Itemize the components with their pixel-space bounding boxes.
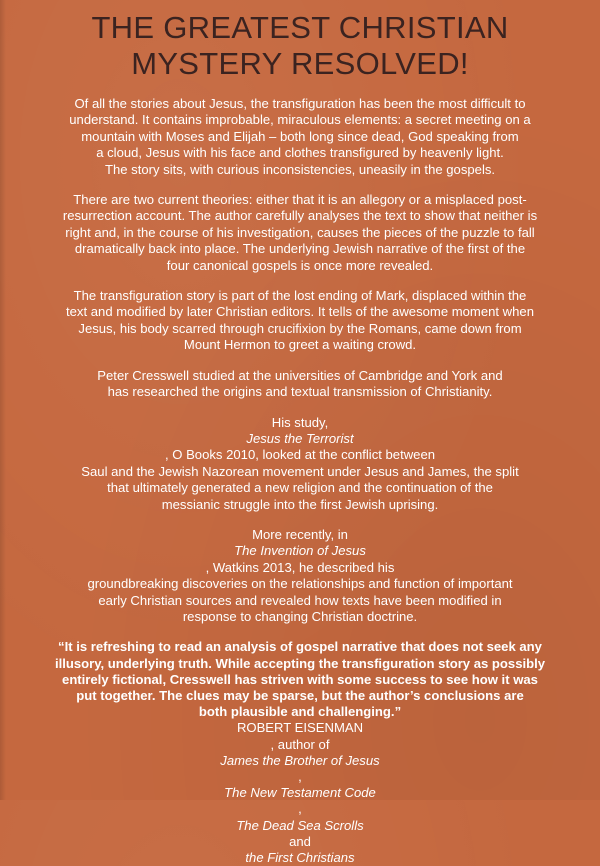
text-line: Jesus, his body scarred through crucifixion by the Romans, came down from	[78, 320, 522, 336]
text-line: The transfiguration story is part of the lost ending of Mark, displaced within the	[73, 288, 527, 304]
text-line: has researched the origins and textual transmission of Christianity.	[107, 384, 493, 400]
blurb-body	[12, 96, 588, 866]
paragraph-current-theories	[12, 192, 588, 274]
attribution-line-2	[12, 818, 588, 866]
text-line: The story sits, with curious inconsistencies, uneasily in the gospels.	[104, 161, 496, 177]
paragraph-transfiguration-intro	[12, 96, 588, 178]
quote-line: entirely fictional, Cresswell has striven with some success to see how it was	[62, 671, 538, 687]
text-fragment: , O Books 2010, looked at the conflict between	[164, 447, 436, 463]
quote-line: put together. The clues may be sparse, but the author’s conclusions are	[76, 687, 524, 703]
text-fragment: , Watkins 2013, he described his	[205, 559, 395, 575]
headline	[12, 10, 588, 82]
text-line: Saul and the Jewish Nazorean movement under Jesus and James, the split	[81, 463, 519, 479]
headline-line-2: MYSTERY RESOLVED!	[131, 46, 469, 81]
text-line: There are two current theories: either that it is an allegory or a misplaced post-	[73, 192, 527, 208]
book-title: The Invention of Jesus	[234, 543, 366, 559]
text-line: mountain with Moses and Elijah – both long since dead, God speaking from	[81, 128, 519, 144]
paragraph-previous-study	[12, 415, 588, 513]
text-line: Peter Cresswell studied at the universities of Cambridge and York and	[97, 367, 503, 383]
text-line: text and modified by later Christian editors. It tells of the awesome moment when	[66, 304, 534, 320]
text-line: that ultimately generated a new religion and the continuation of the	[107, 480, 493, 496]
endorsement-attribution	[12, 720, 588, 866]
spine-fold-shadow	[0, 0, 6, 800]
text-line: Mount Hermon to greet a waiting crowd.	[183, 337, 417, 353]
text-line: groundbreaking discoveries on the relationships and function of important	[87, 576, 513, 592]
text-fragment: and	[289, 833, 311, 849]
text-line: a cloud, Jesus with his face and clothes transfigured by heavenly light.	[96, 145, 504, 161]
book-title: James the Brother of Jesus	[220, 752, 380, 768]
text-line: early Christian sources and revealed how texts have been modified in	[98, 592, 502, 608]
book-title: Jesus the Terrorist	[246, 430, 354, 446]
quote-line: “It is refreshing to read an analysis of gospel narrative that does not seek any	[58, 639, 542, 655]
quote-line: illusory, underlying truth. While accepting the transfiguration story as possibly	[54, 655, 546, 671]
endorser-name: ROBERT EISENMAN	[236, 720, 364, 736]
text-fragment: More recently, in	[252, 526, 348, 542]
paragraph-recent-work	[12, 527, 588, 625]
text-line	[12, 527, 588, 576]
book-title: The Dead Sea Scrolls	[236, 817, 364, 833]
paragraph-lost-ending	[12, 288, 588, 354]
attribution-line-1	[12, 720, 588, 817]
text-line: four canonical gospels is once more revealed.	[166, 257, 434, 273]
text-line: response to changing Christian doctrine.	[182, 608, 418, 624]
text-fragment: ,	[298, 769, 302, 784]
text-line: dramatically back into place. The underlying Jewish narrative of the first of the	[74, 241, 526, 257]
text-line: resurrection account. The author carefully analyses the text to show that neither is	[62, 208, 538, 224]
text-line: Of all the stories about Jesus, the transfiguration has been the most difficult to	[74, 96, 526, 111]
text-fragment: ,	[298, 801, 302, 817]
text-line: understand. It contains improbable, miraculous elements: a secret meeting on a	[69, 112, 531, 128]
text-line: right and, in the course of his investigation, causes the pieces of the puzzle to fall	[65, 224, 535, 240]
paragraph-author-bio	[12, 368, 588, 401]
text-fragment: , author of	[270, 736, 330, 752]
text-line	[12, 415, 588, 464]
text-line: messianic struggle into the first Jewish uprising.	[161, 496, 439, 512]
text-fragment: His study,	[271, 414, 329, 430]
headline-line-1: THE GREATEST CHRISTIAN	[91, 10, 509, 45]
quote-line: both plausible and challenging.”	[198, 704, 402, 720]
book-title: The New Testament Code	[224, 785, 376, 801]
endorsement-quote	[12, 639, 588, 720]
book-title: the First Christians	[245, 850, 355, 866]
